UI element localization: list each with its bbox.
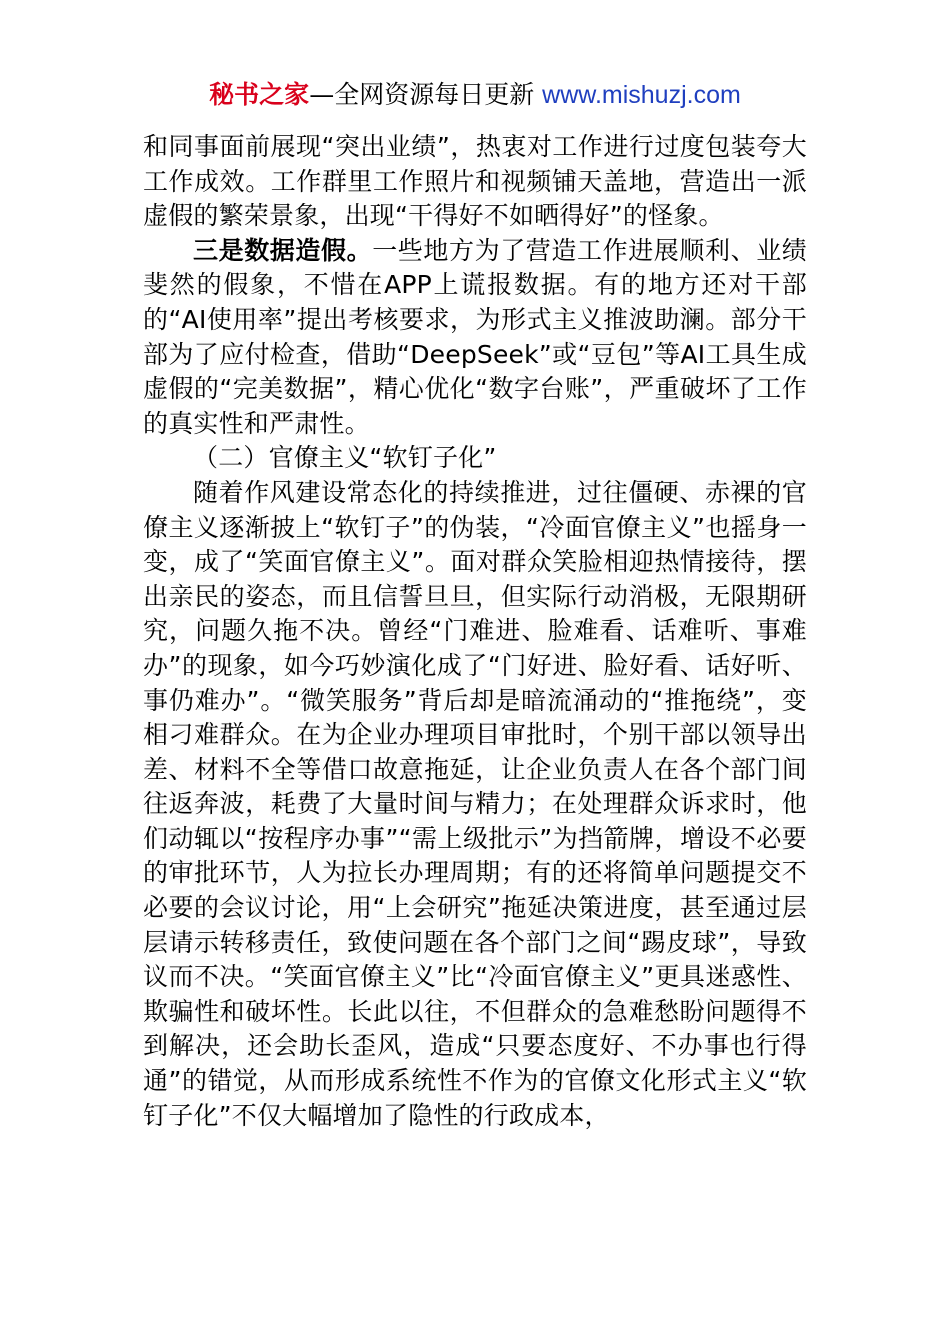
page-header [0,78,950,112]
header-tagline: —全网资源每日更新 [309,80,535,109]
paragraph-bureaucratism [143,476,807,1133]
paragraph-continuation [143,130,807,234]
document-body [143,130,807,1133]
paragraph-text: 和同事面前展现“突出业绩”，热衷对工作进行过度包装夸大工作成效。工作群里工作照片和视频铺天盖地，营造出一派虚假的繁荣景象，出现“干得好不如晒得好”的怪象。 [143,132,807,231]
paragraph-data-fraud [143,234,807,442]
section-heading [143,441,807,476]
paragraph-text: 一些地方为了营造工作进展顺利、业绩斐然的假象，不惜在APP上谎报数据。有的地方还对干部的“AI使用率”提出考核要求，为形式主义推波助澜。部分干部为了应付检查，借助“DeepSeek”或“豆包”等AI工具生成虚假的“完美数据”，精心优化“数字台账”，严重破坏了工作的真实性和严肃性。 [143,235,807,438]
header-brand: 秘书之家 [209,80,310,109]
header-url-link[interactable]: www.mishuzj.com [542,81,741,109]
paragraph-lead-heading: 三是数据造假。 [193,235,373,265]
paragraph-text: 随着作风建设常态化的持续推进，过往僵硬、赤裸的官僚主义逐渐披上“软钉子”的伪装，“冷面官僚主义”也摇身一变，成了“笑面官僚主义”。面对群众笑脸相迎热情接待，摆出亲民的姿态，而且信誓旦旦，但实际行动消极，无限期研究，问题久拖不决。曾经“门难进、脸难看、话难听、事难办”的现象，如今巧妙演化成了“门好进、脸好看、话好听、事仍难办”。“微笑服务”背后却是暗流涌动的“推拖绕”，变相刁难群众。在为企业办理项目审批时，个别干部以领导出差、材料不全等借口故意拖延，让企业负责人在各个部门间往返奔波，耗费了大量时间与精力；在处理群众诉求时，他们动辄以“按程序办事”“需上级批示”为挡箭牌，增设不必要的审批环节，人为拉长办理周期；有的还将简单问题提交不必要的会议讨论，用“上会研究”拖延决策进度，甚至通过层层请示转移责任，致使问题在各个部门之间“踢皮球”，导致议而不决。“笑面官僚主义”比“冷面官僚主义”更具迷惑性、欺骗性和破坏性。长此以往，不但群众的急难愁盼问题得不到解决，还会助长歪风，造成“只要态度好、不办事也行得通”的错觉，从而形成系统性不作为的官僚文化形式主义“软钉子化”不仅大幅增加了隐性的行政成本， [143,477,807,1130]
section-heading-text: （二）官僚主义“软钉子化” [193,443,497,473]
